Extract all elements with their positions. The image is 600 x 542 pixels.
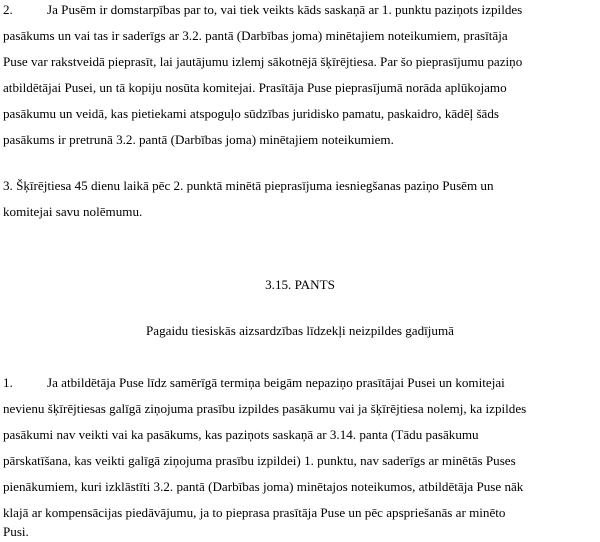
paragraph-1-line-4: pārskatīšana, kas veikti galīgā ziņojuma prasību izpildei) 1. punktu, nav saderīgs ar minētās Puses bbox=[3, 453, 516, 468]
paragraph-2-line-2: pasākums un vai tas ir saderīgs ar 3.2. pantā (Darbības joma) minētajiem noteikumiem, prasītāja bbox=[3, 28, 508, 43]
paragraph-1-number: 1. bbox=[3, 375, 13, 390]
paragraph-2-line-6: pasākums ir pretrunā 3.2. pantā (Darbības joma) minētajiem noteikumiem. bbox=[3, 132, 394, 147]
paragraph-2-line-4: atbildētājai Pusei, un tā kopiju nosūta komitejai. Prasītāja Puse pieprasījumā norāda aplūkojamo bbox=[3, 80, 507, 95]
article-subtitle: Pagaidu tiesiskās aizsardzības līdzekļi neizpildes gadījumā bbox=[146, 323, 454, 338]
paragraph-1-line-1: 1. Ja atbildētāja Puse līdz samērīgā termiņa beigām nepaziņo prasītājai Pusei un komitejai bbox=[3, 375, 505, 390]
paragraph-1-line-2: nevienu šķīrējtiesas galīgā ziņojuma prasību izpildes pasākumu vai ja šķīrējtiesa nolemj, ka izpildes bbox=[3, 401, 527, 416]
paragraph-3-line-2: komitejai savu nolēmumu. bbox=[3, 204, 143, 219]
paragraph-2-number: 2. bbox=[3, 2, 13, 17]
paragraph-1-line-6: klajā ar kompensācijas piedāvājumu, ja to pieprasa prasītāja Puse un pēc apspriešanās ar minēto bbox=[3, 505, 506, 520]
article-heading: 3.15. PANTS bbox=[265, 277, 335, 292]
paragraph-2-line-3: Puse var rakstveidā pieprasīt, lai jautājumu izlemj sākotnējā šķīrējtiesa. Par šo pieprasījumu paziņo bbox=[3, 54, 523, 69]
paragraph-3-line-1: 3. Šķīrējtiesa 45 dienu laikā pēc 2. punktā minētā pieprasījuma iesniegšanas paziņo Pusēm un bbox=[3, 178, 494, 193]
paragraph-1-line-7: Pusi. bbox=[3, 524, 29, 539]
paragraph-2-line-1: 2. Ja Pusēm ir domstarpības par to, vai tiek veikts kāds saskaņā ar 1. punktu paziņots izpildes bbox=[3, 2, 523, 17]
paragraph-1-line-3: pasākumi nav veikti vai ka pasākums, kas paziņots saskaņā ar 3.14. panta (Tādu pasākumu bbox=[3, 427, 479, 442]
paragraph-2-line-5: pasākumu un veidā, kas pietiekami atspoguļo sūdzības juridisko pamatu, paskaidro, kādēļ šāds bbox=[3, 106, 500, 121]
paragraph-1-line-5: pienākumiem, kuri izklāstīti 3.2. pantā (Darbības joma) minētajos noteikumos, atbildētāja Puse nāk bbox=[3, 479, 524, 494]
